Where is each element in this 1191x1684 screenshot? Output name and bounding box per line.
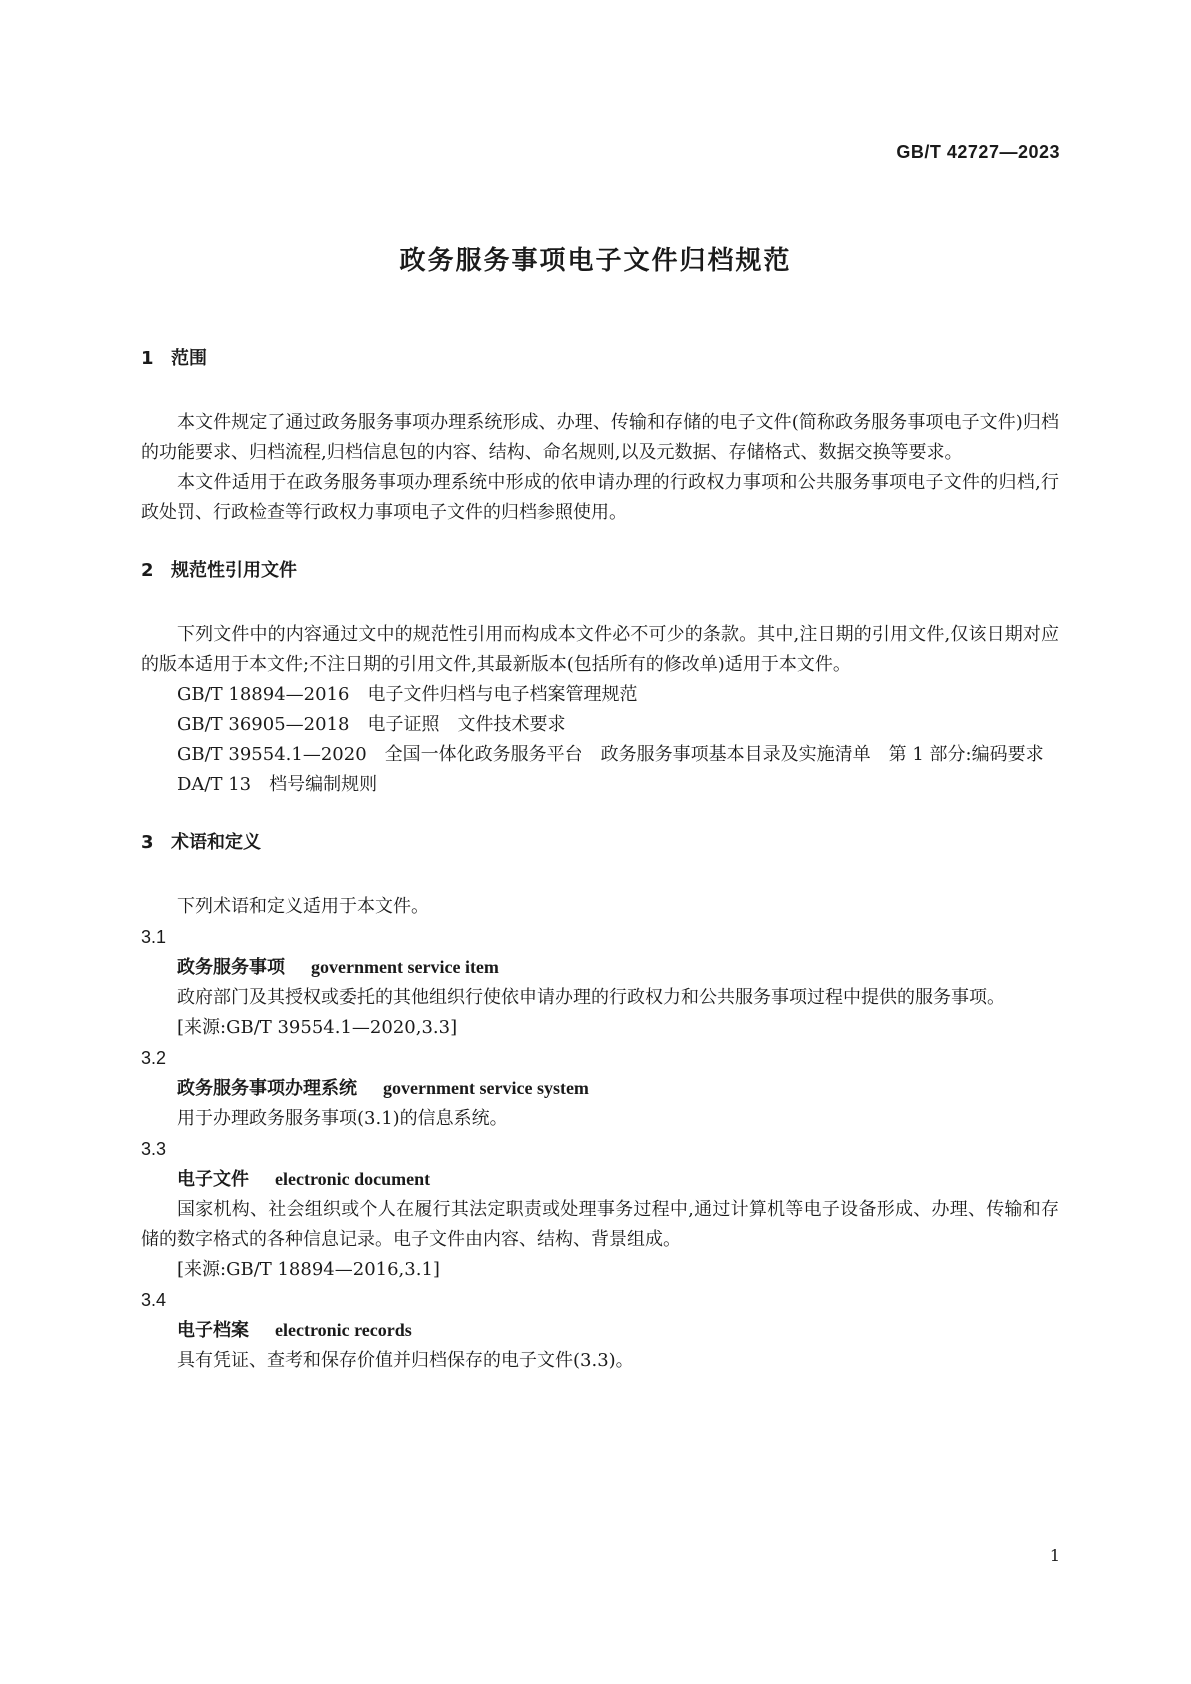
term-number: 3.1	[141, 927, 167, 947]
section-heading-1	[141, 344, 1059, 374]
page-number: 1	[1049, 1546, 1060, 1565]
term-source: [来源:GB/T 39554.1—2020,3.3]	[177, 1017, 458, 1038]
term-name	[141, 1315, 1059, 1346]
term-name	[141, 1073, 1059, 1104]
reference-item: DA/T 13 档号编制规则	[177, 774, 378, 795]
term-source: [来源:GB/T 18894—2016,3.1]	[177, 1259, 440, 1280]
term-en: electronic document	[275, 1169, 431, 1189]
term-en: government service system	[383, 1078, 589, 1098]
reference-item: GB/T 18894—2016 电子文件归档与电子档案管理规范	[177, 684, 638, 705]
document-body	[141, 344, 1059, 1376]
term-definition: 具有凭证、查考和保存价值并归档保存的电子文件(3.3)。	[177, 1350, 634, 1371]
document-title: 政务服务事项电子文件归档规范	[399, 246, 792, 276]
section-heading-3	[141, 828, 1059, 858]
section-number: 2	[141, 560, 154, 581]
term-number: 3.3	[141, 1139, 167, 1159]
section-title: 术语和定义	[171, 832, 261, 853]
term-en: electronic records	[275, 1320, 412, 1340]
term-definition: 政府部门及其授权或委托的其他组织行使依申请办理的行政权力和公共服务事项过程中提供的服务事项。	[177, 987, 1005, 1008]
term-zh: 电子档案	[177, 1320, 249, 1341]
section-number: 3	[141, 832, 154, 853]
paragraph: 本文件适用于在政务服务事项办理系统中形成的依申请办理的行政权力事项和公共服务事项电子文件的归档,行政处罚、行政检查等行政权力事项电子文件的归档参照使用。	[141, 472, 1059, 523]
term-zh: 电子文件	[177, 1169, 249, 1190]
term-zh: 政务服务事项办理系统	[177, 1078, 357, 1099]
standard-number: GB/T 42727—2023	[896, 142, 1060, 162]
term-en: government service item	[311, 957, 499, 977]
term-number: 3.4	[141, 1290, 167, 1310]
section-heading-2	[141, 556, 1059, 586]
paragraph: 下列术语和定义适用于本文件。	[177, 896, 429, 917]
term-definition: 国家机构、社会组织或个人在履行其法定职责或处理事务过程中,通过计算机等电子设备形成、办理、传输和存储的数字格式的各种信息记录。电子文件由内容、结构、背景组成。	[141, 1199, 1059, 1250]
term-name	[141, 952, 1059, 983]
section-title: 范围	[171, 348, 207, 369]
section-title: 规范性引用文件	[171, 560, 297, 581]
reference-item: GB/T 36905—2018 电子证照 文件技术要求	[177, 714, 566, 735]
term-definition: 用于办理政务服务事项(3.1)的信息系统。	[177, 1108, 508, 1129]
paragraph: 本文件规定了通过政务服务事项办理系统形成、办理、传输和存储的电子文件(简称政务服务事项电子文件)归档的功能要求、归档流程,归档信息包的内容、结构、命名规则,以及元数据、存储格式、数据交换等要求。	[141, 412, 1059, 463]
paragraph: 下列文件中的内容通过文中的规范性引用而构成本文件必不可少的条款。其中,注日期的引用文件,仅该日期对应的版本适用于本文件;不注日期的引用文件,其最新版本(包括所有的修改单)适用于本文件。	[141, 624, 1059, 675]
section-number: 1	[141, 348, 154, 369]
term-number: 3.2	[141, 1048, 167, 1068]
term-zh: 政务服务事项	[177, 957, 285, 978]
term-name	[141, 1164, 1059, 1195]
reference-item: GB/T 39554.1—2020 全国一体化政务服务平台 政务服务事项基本目录及实施清单 第 1 部分:编码要求	[177, 744, 1044, 765]
